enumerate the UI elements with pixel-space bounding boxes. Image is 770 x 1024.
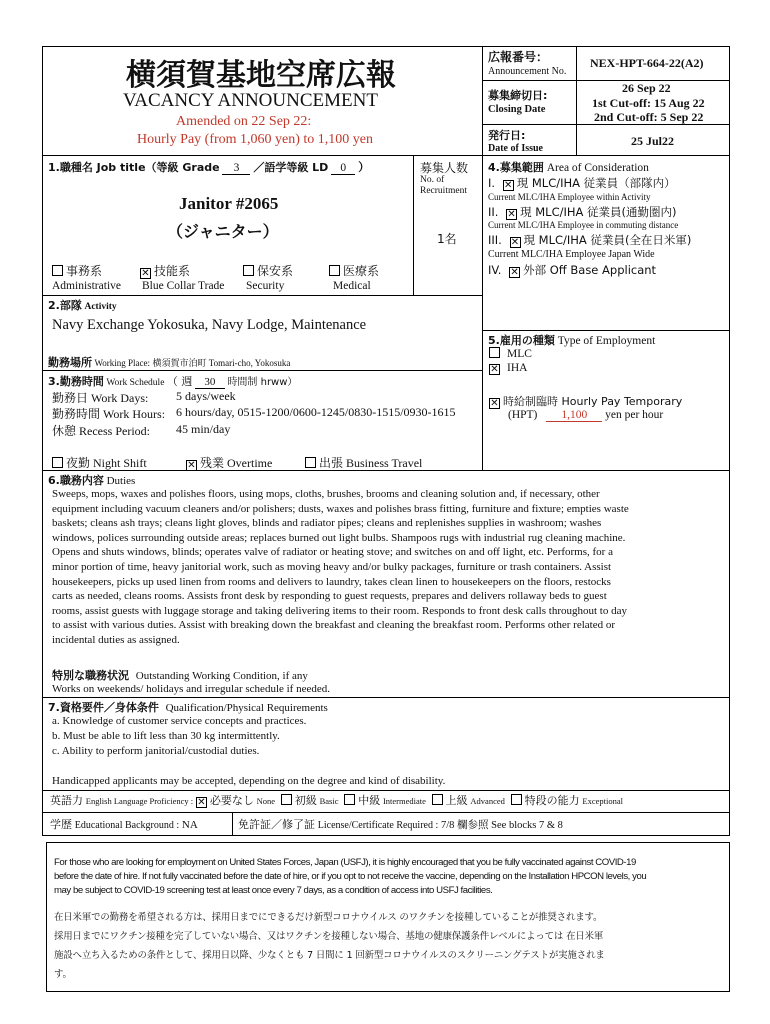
activity-label — [48, 297, 117, 313]
checkbox-administrative[interactable] — [52, 265, 63, 276]
employment-iha[interactable] — [489, 362, 527, 375]
job-title-label — [48, 159, 370, 175]
english-option-intermediate[interactable] — [344, 795, 426, 807]
announcement-no-label-en: Announcement No. — [488, 66, 567, 77]
work-hours-label: 勤務時間 Work Hours: — [52, 407, 166, 421]
qualifications-label-jp: 7.資格要件／身体条件 — [48, 701, 159, 714]
education — [50, 816, 198, 832]
amended-note: Amended on 22 Sep 22: — [176, 114, 312, 129]
duties-label-jp: 6.職務内容 — [48, 474, 104, 487]
announcement-no-label-jp: 広報番号： — [488, 50, 549, 64]
employment-iha-label: IHA — [507, 362, 528, 374]
license-label-en: License/Certificate Required : — [317, 820, 439, 831]
category-medical-en: Medical — [333, 280, 371, 292]
schedule-hours-unit: 時間制 hrww） — [227, 377, 298, 388]
work-days-value: 5 days/week — [176, 389, 236, 403]
area-item-4-text: 外部 Off Base Applicant — [523, 263, 657, 277]
activity-value: Navy Exchange Yokosuka, Navy Lodge, Maintenance — [52, 317, 367, 333]
issue-date-label-en: Date of Issue — [488, 143, 543, 154]
category-medical-jp: 医療系 — [343, 264, 380, 278]
checkbox-area-1[interactable] — [503, 180, 514, 191]
checkbox-english-basic[interactable] — [281, 794, 292, 805]
english-basic-jp: 初級 — [294, 794, 317, 807]
job-title-en: Janitor #2065 — [179, 194, 279, 213]
overtime-label: 残業 Overtime — [200, 456, 273, 470]
outstanding-value: Works on weekends/ holidays and irregular schedule if needed. — [52, 683, 330, 695]
education-label-jp: 学歴 — [50, 818, 72, 831]
duty-line: incidental duties as assigned. — [52, 633, 180, 646]
schedule-hours-value: 30 — [195, 376, 225, 389]
activity-label-jp: 2.部隊 — [48, 299, 82, 312]
employment-type-label — [488, 332, 655, 348]
english-option-advanced[interactable] — [432, 795, 505, 807]
title-en: VACANCY ANNOUNCEMENT — [123, 90, 378, 111]
checkbox-english-exceptional[interactable] — [511, 794, 522, 805]
area-item-4[interactable] — [488, 262, 656, 278]
english-exceptional-en: Exceptional — [582, 796, 623, 806]
education-value: NA — [181, 819, 198, 831]
covid-jp-line: 採用日までにワクチン接種を完了していない場合、又はワクチンを接種しない場合、基地の健康保護条件レベルによっては 在日米軍 — [54, 931, 604, 942]
covid-en-line: may be subject to COVID-19 screening test at least once every 7 days, as a condition of access into USFJ facilities. — [54, 885, 493, 896]
english-none-jp: 必要なし — [209, 794, 254, 807]
employment-mlc[interactable] — [489, 347, 532, 360]
activity-label-en: Activity — [84, 302, 117, 312]
ld-value: 0 — [331, 162, 355, 175]
checkbox-area-4[interactable] — [509, 267, 520, 278]
duties-label — [48, 472, 135, 488]
outstanding-label-jp: 特別な職務状況 — [52, 669, 129, 682]
duty-line: minor portion of time, heavy janitorial work, such as moving heavy and/or bulky packages, furniture or trash containers. Assist — [52, 560, 612, 573]
category-administrative-jp: 事務系 — [66, 264, 103, 278]
checkbox-night-shift[interactable] — [52, 457, 63, 468]
recruitment-label-jp: 募集人数 — [420, 161, 469, 175]
schedule-label-en: Work Schedule — [106, 378, 165, 388]
duty-line: baskets; cleans ash trays; cleans light gloves, blinds and radiator pipes; cleans and replenishes supplies in washroom; washes — [52, 517, 602, 530]
english-option-basic[interactable] — [281, 795, 339, 807]
employment-mlc-label: MLC — [507, 348, 532, 360]
english-basic-en: Basic — [319, 796, 339, 806]
night-shift-option[interactable] — [52, 454, 147, 471]
english-intermediate-jp: 中級 — [358, 794, 381, 807]
duty-line: windows, polices surrounding outside areas; replaces burned out light bulbs. Shampoos rugs with industrial rug cleaning machine. — [52, 531, 626, 544]
workplace — [48, 354, 290, 370]
area-label-jp: 4.募集範囲 — [488, 161, 544, 174]
category-medical[interactable] — [329, 262, 379, 279]
english-none-en: None — [256, 796, 276, 806]
issue-date-value: 25 Jul22 — [631, 134, 675, 148]
workplace-label-en: Working Place: — [94, 358, 151, 368]
outstanding-label-en: Outstanding Working Condition, if any — [135, 670, 308, 682]
hourly-rate — [508, 409, 663, 422]
duty-line: Sweeps, mops, waxes and polishes floors, using mops, cloths, brushes, brooms and cleaning solution and, if necessary, other — [52, 488, 600, 500]
grade-value: 3 — [222, 162, 250, 175]
category-blue-collar[interactable] — [140, 262, 190, 279]
duty-line: to assist with various duties. Assist with breaking down the breakfast and cleaning the breakfast room. Performs other related or — [52, 619, 616, 632]
hpt-abbrev: (HPT) — [508, 409, 538, 421]
closing-date-first-cutoff: 1st Cut-off: 15 Aug 22 — [592, 96, 705, 110]
qualifications-label — [48, 699, 328, 715]
covid-jp-line: 施設へ立ち入るための条件として、採用日以降、少なくとも 7 日間に 1 回新型コロナウイルスのスクリーニングテストが実施されま — [54, 950, 605, 961]
area-item-2[interactable] — [488, 204, 677, 220]
schedule-label-jp: 3.勤務時間 — [48, 375, 104, 388]
qualification-item: b. Must be able to lift less than 30 kg intermittently. — [52, 730, 280, 742]
work-hours-value: 6 hours/day, 0515-1200/0600-1245/0830-1515/0930-1615 — [176, 405, 456, 419]
recruitment-count: 1名 — [437, 232, 457, 246]
checkbox-english-none[interactable] — [196, 797, 207, 808]
checkbox-security[interactable] — [243, 265, 254, 276]
qualification-item: c. Ability to perform janitorial/custodial duties. — [52, 745, 260, 757]
area-label-en: Area of Consideration — [546, 162, 649, 174]
english-advanced-en: Advanced — [470, 796, 505, 806]
area-item-3[interactable] — [488, 232, 691, 248]
qualifications-label-en: Qualification/Physical Requirements — [165, 702, 328, 714]
area-item-3-num: III. — [488, 233, 502, 247]
closing-date-second-cutoff: 2nd Cut-off: 5 Sep 22 — [594, 110, 704, 124]
area-item-3-text: 現 MLC/IHA 従業員(全在日米軍) — [523, 233, 692, 247]
checkbox-area-3[interactable] — [510, 237, 521, 248]
employment-hpt-label: 時給制臨時 Hourly Pay Temporary — [503, 395, 683, 408]
checkbox-business-travel[interactable] — [305, 457, 316, 468]
checkbox-english-intermediate[interactable] — [344, 794, 355, 805]
covid-jp-line: す。 — [54, 969, 72, 980]
area-item-1[interactable] — [488, 175, 676, 191]
area-item-3-sub: Current MLC/IHA Employee Japan Wide — [488, 249, 655, 260]
area-item-4-num: IV. — [488, 263, 502, 277]
job-title-close: ） — [358, 162, 370, 174]
checkbox-blue-collar[interactable] — [140, 268, 151, 279]
category-administrative[interactable] — [52, 262, 102, 279]
area-item-2-sub: Current MLC/IHA Employee in commuting distance — [488, 220, 679, 230]
recess-value: 45 min/day — [176, 422, 231, 436]
workplace-value: 横須賀市泊町 Tomari-cho, Yokosuka — [152, 358, 291, 368]
duties-text — [52, 487, 722, 648]
license-label-jp: 免許証／修了証 — [238, 818, 315, 831]
business-travel-option[interactable] — [305, 454, 422, 471]
duty-line: equipment including vacuum cleaners and/or polishers; dusts, waxes and polishes brass fitting, furniture and fixture; empties waste — [52, 502, 629, 515]
hourly-change-note: Hourly Pay (from 1,060 yen) to 1,100 yen — [137, 132, 374, 147]
area-item-1-num: I. — [488, 176, 496, 190]
title-jp: 横須賀基地空席広報 — [126, 58, 396, 93]
covid-en-line: For those who are looking for employment on United States Forces, Japan (USFJ), it is highly encouraged that you be fully vaccinated against COVID-19 — [54, 857, 636, 868]
checkbox-overtime[interactable] — [186, 460, 197, 471]
area-item-2-num: II. — [488, 205, 499, 219]
schedule-week-label: （ 週 — [166, 375, 193, 388]
english-option-none[interactable] — [196, 795, 275, 807]
covid-jp-line: 在日米軍での勤務を希望される方は、採用日までにできるだけ新型コロナウイルス のワクチンを接種していることが推奨されます。 — [54, 912, 603, 923]
qualification-item: a. Knowledge of customer service concepts and practices. — [52, 715, 307, 727]
area-item-2-text: 現 MLC/IHA 従業員(通勤圏内) — [520, 205, 677, 219]
license-value: 7/8 欄参照 See blocks 7 & 8 — [441, 820, 563, 831]
job-title-label-text: 1.職種名 Job title（等級 Grade — [48, 161, 220, 174]
english-exceptional-jp: 特段の能力 — [524, 794, 580, 807]
night-shift-label: 夜勤 Night Shift — [66, 456, 147, 470]
checkbox-medical[interactable] — [329, 265, 340, 276]
category-blue-collar-en: Blue Collar Trade — [142, 280, 225, 292]
category-security-en: Security — [246, 280, 285, 292]
duty-line: carts as needed, cleans rooms. Assists front desk by responding to guest requests, prepares and delivers rollaway beds to guest — [52, 590, 607, 603]
announcement-no-value: NEX-HPT-664-22(A2) — [590, 56, 704, 70]
recess-label: 休憩 Recess Period: — [52, 424, 150, 438]
employment-type-label-en: Type of Employment — [557, 335, 656, 347]
duty-line: Opens and shuts windows, blinds; operates valve of radiator or heating stove; and switches on and off light, etc. Performs, for a — [52, 546, 613, 559]
duties-label-en: Duties — [106, 475, 136, 487]
closing-date-final: 26 Sep 22 — [622, 81, 671, 95]
business-travel-label: 出張 Business Travel — [319, 456, 423, 470]
checkbox-iha[interactable] — [489, 364, 500, 375]
checkbox-mlc[interactable] — [489, 347, 500, 358]
area-label — [488, 159, 649, 175]
hourly-rate-unit: yen per hour — [605, 409, 664, 421]
english-intermediate-en: Intermediate — [382, 796, 426, 806]
recruitment-label-en1: No. of — [420, 175, 445, 185]
covid-en-line: before the date of hire. If not fully vaccinated before the date of hire, or if you opt to not receive the vaccine, depending on the Installation HPCON levels, you — [54, 871, 647, 882]
covid-notice-jp — [54, 908, 726, 984]
area-item-1-text: 現 MLC/IHA 従業員（部隊内） — [516, 176, 676, 190]
english-label-jp: 英語力 — [50, 794, 83, 807]
schedule-label — [48, 373, 297, 389]
license — [238, 816, 563, 832]
workplace-label-jp: 勤務場所 — [48, 356, 92, 369]
overtime-option[interactable] — [186, 454, 272, 471]
job-title-jp: （ジャニター） — [167, 222, 279, 241]
checkbox-hpt[interactable] — [489, 398, 500, 409]
hourly-rate-value: 1,100 — [546, 409, 602, 422]
duty-line: rooms, assist guests with luggage storage and taking delivering items to their room. Responds to front desk calls throughout to day — [52, 604, 627, 617]
area-item-1-sub: Current MLC/IHA Employee within Activity — [488, 192, 651, 202]
english-label-en: English Language Proficiency : — [85, 796, 194, 806]
english-advanced-jp: 上級 — [445, 794, 468, 807]
ld-label: ／語学等級 LD — [253, 161, 329, 174]
category-security-jp: 保安系 — [257, 264, 294, 278]
issue-date-label-jp: 発行日: — [488, 129, 526, 142]
recruitment-label-en2: Recruitment — [420, 186, 467, 196]
english-option-exceptional[interactable] — [511, 795, 623, 807]
employment-hpt[interactable] — [489, 393, 682, 409]
handicapped-note: Handicapped applicants may be accepted, depending on the degree and kind of disability. — [52, 775, 446, 787]
category-administrative-en: Administrative — [52, 280, 121, 292]
work-days-label: 勤務日 Work Days: — [52, 391, 149, 405]
covid-notice-en — [54, 856, 726, 898]
education-label-en: Educational Background : — [74, 820, 180, 831]
employment-type-label-jp: 5.雇用の種類 — [488, 334, 555, 347]
category-blue-collar-jp: 技能系 — [154, 264, 191, 278]
checkbox-area-2[interactable] — [506, 209, 517, 220]
closing-date-label-en: Closing Date — [488, 104, 546, 115]
category-security[interactable] — [243, 262, 293, 279]
closing-date-label-jp: 募集締切日: — [488, 89, 548, 102]
outstanding-label — [52, 667, 308, 683]
duty-line: housekeepers, picks up used linen from rooms and delivers to laundry, takes clean linen to housekeepers on the floors, restocks — [52, 575, 611, 588]
checkbox-english-advanced[interactable] — [432, 794, 443, 805]
english-proficiency — [50, 792, 623, 808]
